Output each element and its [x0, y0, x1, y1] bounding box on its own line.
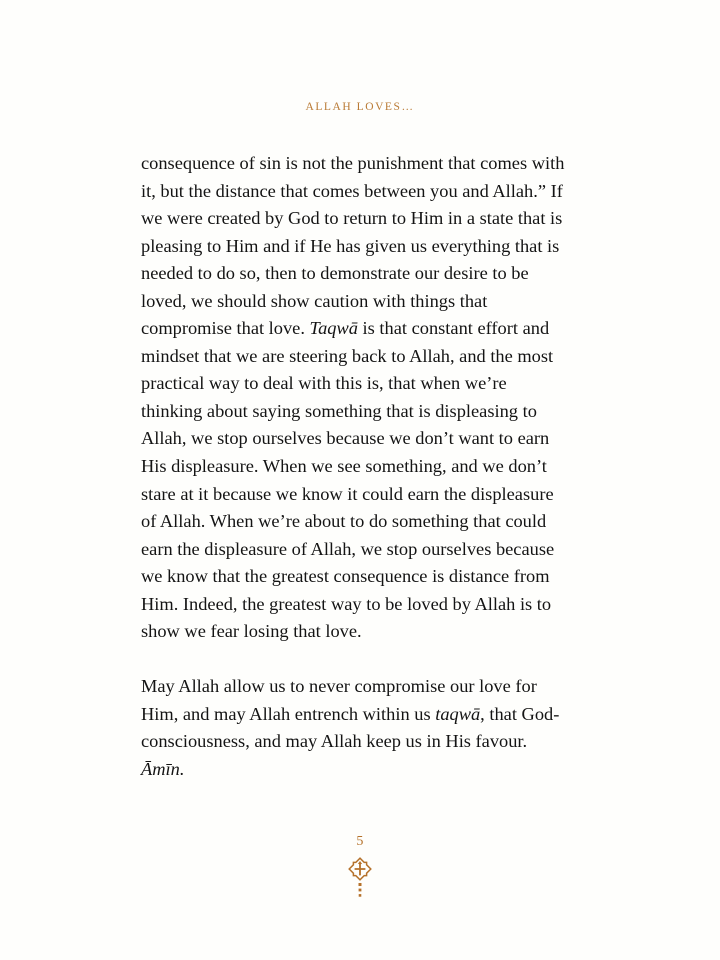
paragraph: [141, 150, 565, 646]
text-run: consequence of sin is not the punishment that comes with it, but the distance that comes between you and Allah.” If we were created by God to return to Him in a state that is pleasing to Him and if He has given us everything that is needed to do so, then to demonstrate our desire to be loved, we should show caution with things that compromise that love.: [141, 153, 565, 339]
body-text-block: [141, 150, 565, 784]
text-run-italic: Taqwā: [309, 318, 358, 339]
page-ornament: [0, 856, 720, 902]
diamond-fleuron-icon: [347, 856, 373, 902]
text-run-italic: taqwā: [435, 703, 481, 724]
text-run: , that God-consciousness, and may Allah keep us in His favour.: [141, 703, 560, 752]
running-head: ALLAH LOVES…: [305, 101, 415, 113]
text-run-italic: Āmīn.: [141, 759, 185, 780]
text-run: is that constant effort and mindset that we are steering back to Allah, and the most practical way to deal with this is, that when we’re thinking about saying something that is displeasing to Allah, we stop ourselves because we don’t want to earn His displeasure. When we see something, and we don’t stare at it because we know it could earn the displeasure of Allah. When we’re about to do something that could earn the displeasure of Allah, we stop ourselves because we know that the greatest consequence is distance from Him. Indeed, the greatest way to be loved by Allah is to show we fear losing that love.: [141, 318, 555, 642]
text-run: May Allah allow us to never compromise our love for Him, and may Allah entrench within us: [141, 676, 537, 724]
paragraph: [141, 673, 565, 783]
page-number: 5: [356, 834, 364, 849]
